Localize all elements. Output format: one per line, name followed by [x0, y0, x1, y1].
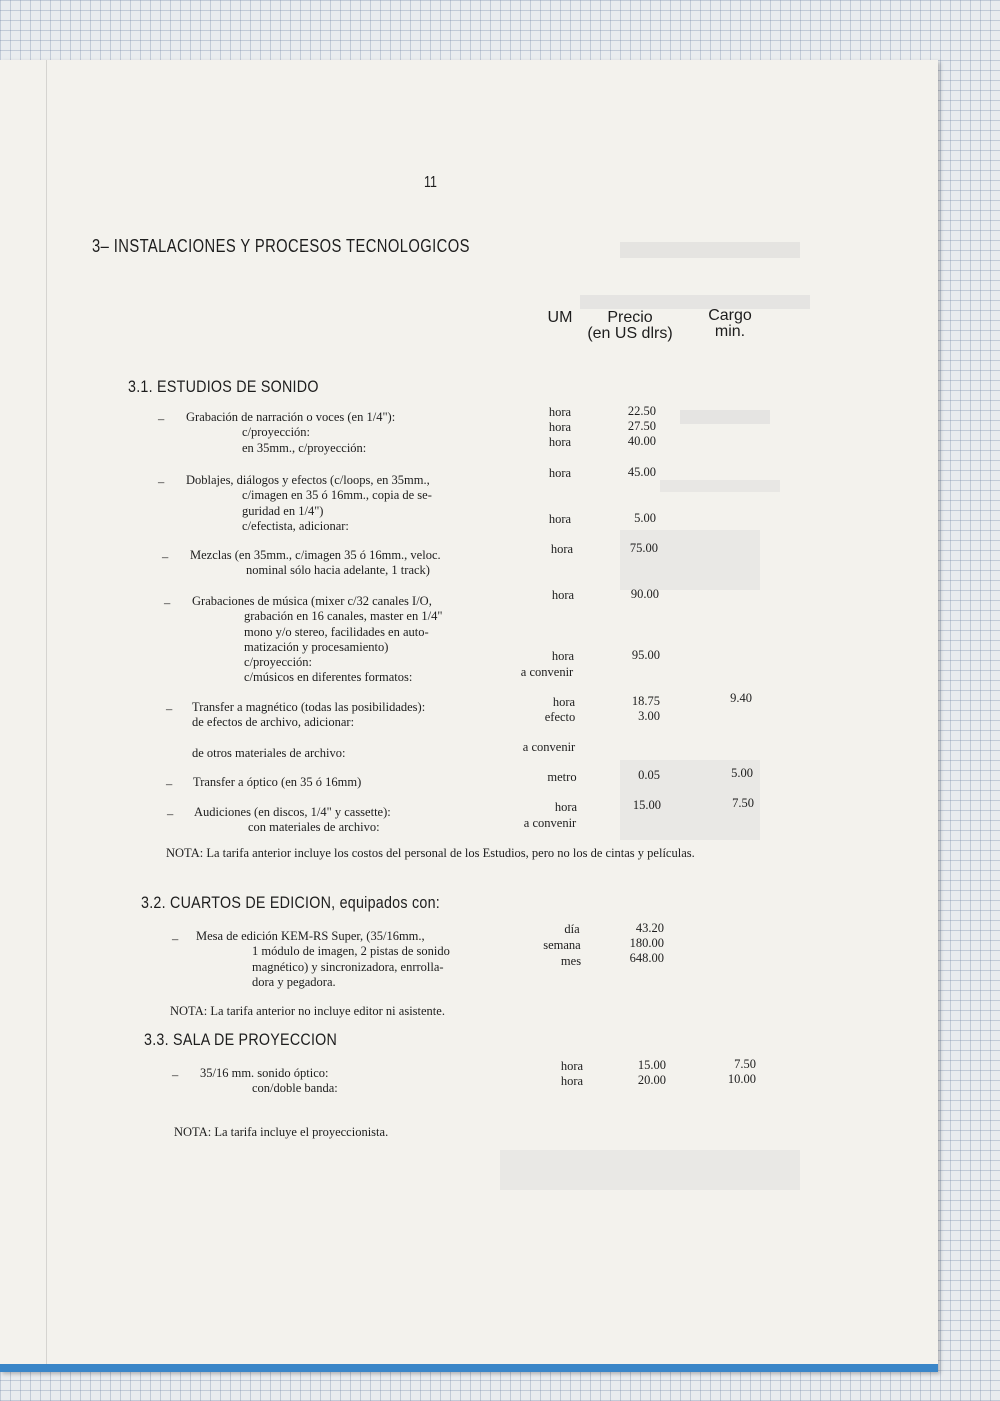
item-dash: –	[158, 412, 165, 426]
section-heading-3-2: 3.2. CUARTOS DE EDICION, equipados con:	[141, 893, 441, 912]
unit-value: hora	[560, 1074, 584, 1088]
unit-value: día	[564, 922, 580, 936]
price-value: 40.00	[627, 434, 656, 448]
min-charge-value: 7.50	[734, 1057, 756, 1071]
bleed-through-mark	[620, 242, 800, 258]
unit-value: hora	[548, 466, 572, 480]
item-description: Mezclas (en 35mm., c/imagen 35 ó 16mm., veloc. nominal sólo hacia adelante, 1 track)	[190, 548, 441, 578]
price-value: 43.20	[635, 921, 664, 935]
item-dash: –	[158, 475, 165, 489]
unit-value: hora	[548, 435, 572, 449]
note-3-1: NOTA: La tarifa anterior incluye los costos del personal de los Estudios, pero no los de cintas y películas.	[166, 846, 695, 860]
item-description: Grabación de narración o voces (en 1/4"): c/proyección: en 35mm., c/proyección:	[186, 410, 396, 455]
price-value: 75.00	[629, 541, 658, 555]
price-value: 95.00	[631, 648, 660, 662]
bleed-through-mark	[660, 480, 780, 492]
item-dash: –	[166, 777, 173, 791]
unit-value: a convenir	[520, 665, 574, 679]
price-value: 15.00	[637, 1058, 666, 1072]
bleed-through-mark	[680, 410, 770, 424]
price-value: 0.05	[638, 768, 660, 782]
unit-value: hora	[548, 420, 572, 434]
min-charge-value: 10.00	[727, 1072, 756, 1086]
unit-value: mes	[560, 954, 582, 968]
price-value: 20.00	[637, 1073, 666, 1087]
price-value: 3.00	[638, 709, 660, 723]
page-title: 3– INSTALACIONES Y PROCESOS TECNOLOGICOS	[92, 236, 470, 256]
section-heading-3-1: 3.1. ESTUDIOS DE SONIDO	[128, 377, 319, 396]
column-header-precio: Precio (en US dlrs)	[587, 309, 673, 342]
price-value: 27.50	[627, 419, 656, 433]
min-charge-value: 9.40	[730, 691, 752, 705]
price-value: 15.00	[632, 798, 661, 812]
unit-value: hora	[551, 588, 575, 602]
bleed-through-mark	[580, 295, 810, 309]
note-3-3: NOTA: La tarifa incluye el proyeccionista.	[174, 1125, 389, 1139]
column-header-cargo: Cargo min.	[708, 307, 752, 340]
unit-value: hora	[554, 800, 578, 814]
price-value: 180.00	[629, 936, 664, 950]
item-description: Audiciones (en discos, 1/4" y cassette): con materiales de archivo:	[194, 805, 391, 835]
unit-value: hora	[548, 512, 572, 526]
item-description: 35/16 mm. sonido óptico: con/doble banda:	[200, 1066, 338, 1096]
section-heading-3-3: 3.3. SALA DE PROYECCION	[144, 1030, 338, 1049]
item-dash: –	[166, 702, 173, 716]
item-dash: –	[164, 596, 171, 610]
unit-value: hora	[552, 695, 576, 709]
item-dash: –	[172, 932, 179, 946]
unit-value: hora	[550, 542, 574, 556]
item-dash: –	[167, 807, 174, 821]
price-value: 90.00	[630, 587, 659, 601]
price-value: 5.00	[634, 511, 656, 525]
unit-value: semana	[543, 938, 581, 952]
bleed-through-mark	[500, 1150, 800, 1190]
unit-value: hora	[551, 649, 575, 663]
min-charge-value: 7.50	[732, 796, 754, 810]
price-value: 18.75	[631, 694, 660, 708]
unit-value: efecto	[544, 710, 576, 724]
min-charge-value: 5.00	[731, 766, 753, 780]
item-description: Grabaciones de música (mixer c/32 canales I/O, grabación en 16 canales, master en 1/4" mono y/o stereo, facilidades en auto- matización y procesamiento) c/proyección: c/músicos en diferentes formatos:	[192, 594, 443, 685]
column-header-um: UM	[547, 309, 573, 326]
page-bottom-edge	[0, 1364, 938, 1372]
item-description: Transfer a magnético (todas las posibilidades): de efectos de archivo, adicionar: de otros materiales de archivo:	[192, 700, 426, 760]
bleed-through-mark	[620, 530, 760, 590]
price-value: 22.50	[627, 404, 656, 418]
unit-value: hora	[560, 1059, 584, 1073]
item-dash: –	[172, 1068, 179, 1082]
price-value: 648.00	[629, 951, 664, 965]
price-value: 45.00	[627, 465, 656, 479]
note-3-2: NOTA: La tarifa anterior no incluye editor ni asistente.	[170, 1004, 445, 1018]
page-number: 11	[424, 174, 437, 191]
unit-value: hora	[548, 405, 572, 419]
document-page	[0, 60, 938, 1372]
item-description: Transfer a óptico (en 35 ó 16mm)	[193, 775, 362, 789]
item-description: Mesa de edición KEM-RS Super, (35/16mm., 1 módulo de imagen, 2 pistas de sonido magnético) y sincronizadora, enrrolla- dora y pegadora.	[196, 929, 450, 989]
item-dash: –	[162, 550, 169, 564]
item-description: Doblajes, diálogos y efectos (c/loops, en 35mm., c/imagen en 35 ó 16mm., copia de se- guridad en 1/4") c/efectista, adicionar:	[186, 473, 432, 533]
unit-value: a convenir	[523, 816, 577, 830]
unit-value: a convenir	[522, 740, 576, 754]
page-spine	[46, 60, 47, 1372]
unit-value: metro	[547, 770, 577, 784]
